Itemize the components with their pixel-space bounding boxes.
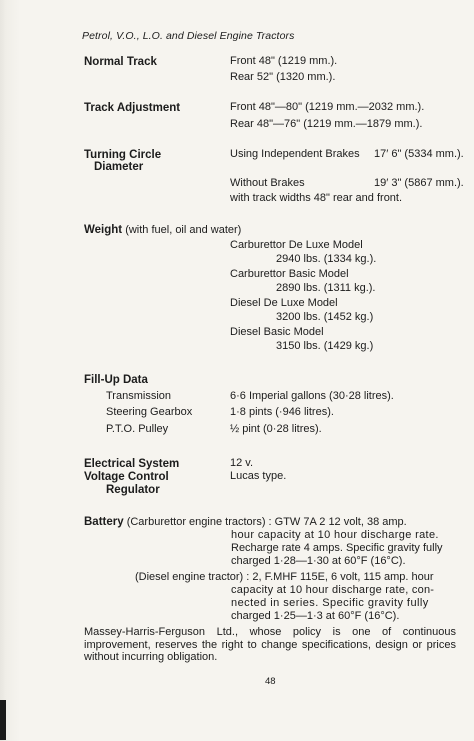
battery-label: Battery [84, 516, 124, 528]
fill-up-item-value: 6·6 Imperial gallons (30·28 litres). [230, 390, 394, 402]
regulator-label: Regulator [106, 484, 160, 496]
fill-up-item-name: Steering Gearbox [106, 406, 193, 418]
normal-track-label: Normal Track [84, 56, 157, 68]
electrical-system-label: Electrical System [84, 458, 180, 470]
turning-circle-label: Turning Circle [84, 149, 162, 161]
page-header: Petrol, V.O., L.O. and Diesel Engine Tractors [82, 30, 295, 42]
page-number: 48 [265, 676, 276, 687]
track-adjustment-rear: Rear 48"—76" (1219 mm.—1879 mm.). [230, 118, 423, 130]
weight-label: Weight [84, 224, 123, 236]
battery-carb-line: Recharge rate 4 amps. Specific gravity fully [231, 542, 443, 554]
battery-diesel-line: nected in series. Specific gravity fully [231, 597, 429, 609]
track-width-note: with track widths 48" rear and front. [230, 192, 403, 204]
weight-model-value: 3200 lbs. (1452 kg.) [276, 311, 374, 323]
independent-brakes-value: 17′ 6" (5334 mm.). [374, 148, 464, 160]
battery-carb-line: charged 1·28—1·30 at 60°F (16°C). [231, 555, 406, 567]
battery-diesel-line: capacity at 10 hour discharge rate, con- [231, 584, 435, 596]
weight-model-value: 3150 lbs. (1429 kg.) [276, 340, 374, 352]
track-adjustment-label: Track Adjustment [84, 102, 181, 114]
without-brakes-label: Without Brakes [230, 177, 305, 189]
fill-up-label: Fill-Up Data [84, 374, 148, 386]
fill-up-item-value: 1·8 pints (·946 litres). [230, 406, 334, 418]
voltage-control-label: Voltage Control [84, 471, 169, 483]
normal-track-front: Front 48" (1219 mm.). [230, 55, 338, 67]
page-binding-edge [0, 0, 20, 741]
regulator-type: Lucas type. [230, 470, 287, 482]
fill-up-item-value: ½ pint (0·28 litres). [230, 423, 322, 435]
weight-sublabel: (with fuel, oil and water) [125, 224, 242, 236]
battery-diesel-line: charged 1·25—1·3 at 60°F (16°C). [231, 610, 400, 622]
battery-carb-line: hour capacity at 10 hour discharge rate. [231, 529, 439, 541]
weight-model-value: 2890 lbs. (1311 kg.). [276, 282, 376, 294]
policy-note: Massey-Harris-Ferguson Ltd., whose policy is one of continuous improvement, reserves the right to change specifications, design or prices without incurring obligation. [84, 626, 456, 663]
electrical-voltage: 12 v. [230, 457, 254, 469]
track-adjustment-front: Front 48"—80" (1219 mm.—2032 mm.). [230, 101, 425, 113]
without-brakes-value: 19′ 3" (5867 mm.). [374, 177, 464, 189]
independent-brakes-label: Using Independent Brakes [230, 148, 360, 160]
normal-track-rear: Rear 52" (1320 mm.). [230, 71, 336, 83]
battery-diesel-intro: (Diesel engine tractor) : 2, F.MHF 115E, 6 volt, 115 amp. hour [135, 571, 434, 583]
weight-model-name: Carburettor De Luxe Model [230, 239, 363, 251]
fill-up-item-name: P.T.O. Pulley [106, 423, 169, 435]
weight-model-name: Diesel Basic Model [230, 326, 324, 338]
weight-model-name: Carburettor Basic Model [230, 268, 349, 280]
turning-circle-label-2: Diameter [94, 161, 144, 173]
battery-carb-intro: (Carburettor engine tractors) : GTW 7A 2 12 volt, 38 amp. [126, 516, 407, 528]
weight-heading [84, 223, 241, 238]
weight-model-name: Diesel De Luxe Model [230, 297, 338, 309]
page-edge-mark [0, 700, 6, 740]
fill-up-item-name: Transmission [106, 390, 171, 402]
weight-model-value: 2940 lbs. (1334 kg.). [276, 253, 377, 265]
